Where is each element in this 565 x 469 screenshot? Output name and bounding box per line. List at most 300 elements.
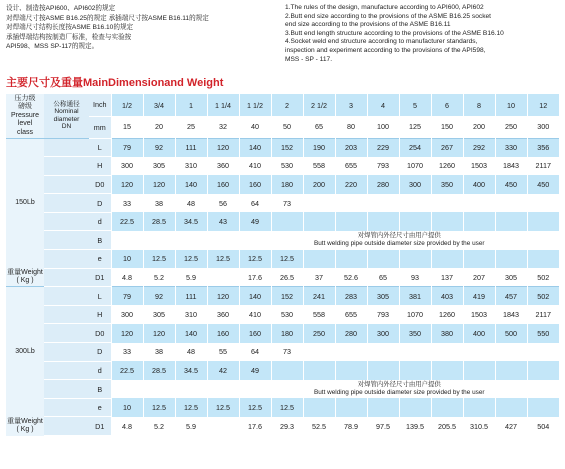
dim-d-value: 64 xyxy=(239,343,271,362)
mm-size-value: 100 xyxy=(367,116,399,138)
inch-size-value: 1 1/2 xyxy=(239,94,271,116)
dim-d-value xyxy=(399,343,431,362)
pressure-class-header: 压力级 磅级 Pressure level class xyxy=(6,94,44,138)
dim-d-value xyxy=(463,343,495,362)
dim-e-value xyxy=(367,398,399,417)
dim-d-value xyxy=(367,361,399,380)
dim-e-value: 12.5 xyxy=(271,398,303,417)
note-line: 承插焊端结构按制造厂标准，检查与实验按 xyxy=(6,33,132,41)
dim-d-value xyxy=(399,212,431,231)
dim-e-value xyxy=(527,398,559,417)
spacer-cell xyxy=(44,194,89,213)
note-line: 4.Socket weld end structure according to manufacturer standards, xyxy=(285,38,478,46)
inch-size-value: 1/2 xyxy=(111,94,143,116)
dim-d-value xyxy=(527,194,559,213)
dim-l-value: 229 xyxy=(367,138,399,157)
dim-h-value: 655 xyxy=(335,157,367,176)
dim-h-value: 310 xyxy=(175,157,207,176)
inch-size-value: 8 xyxy=(463,94,495,116)
weight-label: 重量Weight ( Kg ) xyxy=(6,417,44,436)
dim-l-value: 203 xyxy=(335,138,367,157)
spacer-cell xyxy=(44,380,89,399)
b-value xyxy=(143,380,175,399)
spacer-cell xyxy=(44,398,89,417)
dim-d0-value: 120 xyxy=(143,324,175,343)
spacer-cell xyxy=(44,324,89,343)
dim-d0-value: 250 xyxy=(303,324,335,343)
dim-l-value: 305 xyxy=(367,287,399,306)
dim-e-value xyxy=(399,250,431,269)
dim-e-value xyxy=(463,398,495,417)
dim-d0-value: 120 xyxy=(111,175,143,194)
dim-d1-value: 4.8 xyxy=(111,268,143,287)
dim-e-value xyxy=(431,250,463,269)
inch-size-value: 2 xyxy=(271,94,303,116)
dim-h-value: 1503 xyxy=(463,305,495,324)
mm-size-value: 50 xyxy=(271,116,303,138)
note-line: 对焊端尺寸按ASME B16.25的规定 承插端尺寸按ASME B16.11的规定 xyxy=(6,14,209,22)
dim-d1-value: 137 xyxy=(431,268,463,287)
dim-d1-value: 52.5 xyxy=(303,417,335,436)
dim-h-value: 310 xyxy=(175,305,207,324)
dim-e-value: 12.5 xyxy=(271,250,303,269)
dim-d-value xyxy=(463,212,495,231)
dim-l-value: 111 xyxy=(175,287,207,306)
dim-h-value: 1503 xyxy=(463,157,495,176)
dim-l-value: 419 xyxy=(463,287,495,306)
table-row xyxy=(6,324,559,343)
butt-weld-note: 对焊管内外径尺寸由用户提供 Butt welding pipe outside diameter size provided by the user xyxy=(239,380,559,399)
dim-d1-value: 427 xyxy=(495,417,527,436)
dim-h-value: 305 xyxy=(143,157,175,176)
dim-h-value: 410 xyxy=(239,157,271,176)
dim-d-value xyxy=(399,361,431,380)
dim-d1-value: 504 xyxy=(527,417,559,436)
dim-e-value: 12.5 xyxy=(143,250,175,269)
table-row xyxy=(6,380,559,399)
dim-l-value: 330 xyxy=(495,138,527,157)
dim-d0-value: 450 xyxy=(495,175,527,194)
dim-d-value xyxy=(303,361,335,380)
note-line: inspection and experiment according to the provisions of the API598, xyxy=(285,46,486,54)
mm-size-value: 32 xyxy=(207,116,239,138)
dim-d-value xyxy=(399,194,431,213)
dim-d-value xyxy=(527,361,559,380)
dim-d0-value: 120 xyxy=(111,324,143,343)
inch-size-value: 5 xyxy=(399,94,431,116)
dim-d1-value: 93 xyxy=(399,268,431,287)
inch-size-value: 3/4 xyxy=(143,94,175,116)
table-row xyxy=(6,268,559,287)
dim-l-value: 502 xyxy=(527,287,559,306)
dim-d-value xyxy=(495,343,527,362)
note-line: 1.The rules of the design, manufacture according to API600, API602 xyxy=(285,4,484,11)
dim-d1-value xyxy=(207,268,239,287)
dim-d-value: 22.5 xyxy=(111,361,143,380)
dim-e-value xyxy=(495,398,527,417)
spacer-cell xyxy=(44,343,89,362)
dim-d0-value: 200 xyxy=(303,175,335,194)
dim-d-value: 22.5 xyxy=(111,212,143,231)
spacer-cell xyxy=(44,250,89,269)
mm-size-value: 200 xyxy=(463,116,495,138)
dim-d-value xyxy=(495,212,527,231)
mm-label: mm xyxy=(89,116,111,138)
dim-d-value xyxy=(367,194,399,213)
dim-d1-value: 4.8 xyxy=(111,417,143,436)
inch-size-value: 4 xyxy=(367,94,399,116)
symbol-l: L xyxy=(89,287,111,306)
note-line: end size according to the provisions of the ASME B16.11 xyxy=(285,21,451,29)
dim-d-value: 42 xyxy=(207,361,239,380)
spacer-cell xyxy=(44,157,89,176)
dim-h-value: 360 xyxy=(207,305,239,324)
b-value xyxy=(143,231,175,250)
dim-d-value xyxy=(527,212,559,231)
dim-d1-value: 29.3 xyxy=(271,417,303,436)
table-row xyxy=(6,138,559,157)
inch-label: Inch xyxy=(89,94,111,116)
dim-h-value: 793 xyxy=(367,157,399,176)
nominal-diameter-header: 公称通径 Nominal diameter DN xyxy=(44,94,89,138)
dim-l-value: 120 xyxy=(207,287,239,306)
dim-d0-value: 400 xyxy=(463,324,495,343)
dim-d0-value: 550 xyxy=(527,324,559,343)
dim-e-value xyxy=(463,250,495,269)
dim-d-value: 43 xyxy=(207,212,239,231)
dim-e-value: 10 xyxy=(111,250,143,269)
dim-d0-value: 160 xyxy=(207,175,239,194)
table-row xyxy=(6,287,559,306)
table-row xyxy=(6,94,559,116)
dim-h-value: 300 xyxy=(111,157,143,176)
dim-l-value: 267 xyxy=(431,138,463,157)
mm-size-value: 125 xyxy=(399,116,431,138)
dim-e-value: 12.5 xyxy=(207,398,239,417)
dim-d-value xyxy=(431,212,463,231)
dim-d1-value: 52.6 xyxy=(335,268,367,287)
dim-h-value: 558 xyxy=(303,305,335,324)
dim-h-value: 305 xyxy=(143,305,175,324)
notes-chinese xyxy=(6,4,271,52)
dim-d-value: 34.5 xyxy=(175,212,207,231)
dim-d1-value: 78.9 xyxy=(335,417,367,436)
dim-d-value: 48 xyxy=(175,194,207,213)
dim-l-value: 254 xyxy=(399,138,431,157)
dim-e-value xyxy=(527,250,559,269)
b-value xyxy=(207,231,239,250)
mm-size-value: 25 xyxy=(175,116,207,138)
dim-l-value: 457 xyxy=(495,287,527,306)
dim-h-value: 1260 xyxy=(431,157,463,176)
weight-label: 重量Weight ( Kg ) xyxy=(6,268,44,287)
dim-d0-value: 450 xyxy=(527,175,559,194)
dim-d0-value: 160 xyxy=(207,324,239,343)
dim-l-value: 190 xyxy=(303,138,335,157)
dim-d1-value: 65 xyxy=(367,268,399,287)
symbol-d: d xyxy=(89,212,111,231)
dim-l-value: 111 xyxy=(175,138,207,157)
symbol-d1: D1 xyxy=(89,417,111,436)
dim-d1-value: 5.9 xyxy=(175,268,207,287)
dim-h-value: 410 xyxy=(239,305,271,324)
dim-d0-value: 400 xyxy=(463,175,495,194)
dim-d0-value: 140 xyxy=(175,175,207,194)
dim-d0-value: 180 xyxy=(271,175,303,194)
b-value xyxy=(111,380,143,399)
inch-size-value: 12 xyxy=(527,94,559,116)
dim-d-value xyxy=(271,361,303,380)
dim-d-value: 33 xyxy=(111,194,143,213)
mm-size-value: 40 xyxy=(239,116,271,138)
dim-h-value: 1843 xyxy=(495,157,527,176)
dim-d-value xyxy=(367,343,399,362)
dim-e-value: 12.5 xyxy=(239,398,271,417)
note-line: API598、MSS SP-117的规定。 xyxy=(6,43,99,51)
note-line: 设计、制造按API600、API602的规定 xyxy=(6,5,116,12)
pressure-class-300: 300Lb xyxy=(6,287,44,417)
dim-d0-value: 160 xyxy=(239,175,271,194)
dim-d0-value: 350 xyxy=(431,175,463,194)
dim-e-value xyxy=(303,250,335,269)
symbol-d0: D0 xyxy=(89,324,111,343)
notes-section xyxy=(6,4,559,70)
dim-e-value xyxy=(303,398,335,417)
dim-l-value: 241 xyxy=(303,287,335,306)
dim-d0-value: 300 xyxy=(399,175,431,194)
dim-d-value: 73 xyxy=(271,343,303,362)
spacer-cell xyxy=(44,305,89,324)
dim-d-value: 28.5 xyxy=(143,361,175,380)
dim-d1-value xyxy=(207,417,239,436)
dim-e-value: 12.5 xyxy=(175,398,207,417)
dim-l-value: 92 xyxy=(143,138,175,157)
spacer-cell xyxy=(44,287,89,306)
symbol-d: d xyxy=(89,361,111,380)
dim-d-value xyxy=(303,212,335,231)
table-row xyxy=(6,194,559,213)
notes-english xyxy=(285,4,565,64)
spacer-cell xyxy=(44,212,89,231)
dim-d0-value: 300 xyxy=(367,324,399,343)
symbol-b: B xyxy=(89,231,111,250)
dim-h-value: 530 xyxy=(271,157,303,176)
dim-d1-value: 5.2 xyxy=(143,268,175,287)
b-value xyxy=(175,231,207,250)
dim-d-value xyxy=(495,194,527,213)
dim-d-value xyxy=(495,361,527,380)
mm-size-value: 150 xyxy=(431,116,463,138)
dim-d0-value: 120 xyxy=(143,175,175,194)
dim-d1-value: 205.5 xyxy=(431,417,463,436)
spacer-cell xyxy=(44,175,89,194)
dim-l-value: 381 xyxy=(399,287,431,306)
dim-h-value: 300 xyxy=(111,305,143,324)
note-line: 3.Butt end length structure according to the provisions of the ASME B16.10 xyxy=(285,29,504,37)
dim-d-value xyxy=(335,212,367,231)
dim-e-value: 12.5 xyxy=(143,398,175,417)
dim-d1-value: 139.5 xyxy=(399,417,431,436)
dim-e-value xyxy=(367,250,399,269)
dim-h-value: 1843 xyxy=(495,305,527,324)
dim-d-value: 33 xyxy=(111,343,143,362)
dim-e-value xyxy=(431,398,463,417)
table-row xyxy=(6,157,559,176)
dim-l-value: 152 xyxy=(271,138,303,157)
symbol-e: e xyxy=(89,250,111,269)
dim-d-value xyxy=(431,194,463,213)
mm-size-value: 65 xyxy=(303,116,335,138)
table-row xyxy=(6,212,559,231)
dim-d-value: 56 xyxy=(207,194,239,213)
table-row xyxy=(6,305,559,324)
mm-size-value: 80 xyxy=(335,116,367,138)
dim-d-value: 48 xyxy=(175,343,207,362)
dim-l-value: 292 xyxy=(463,138,495,157)
dim-d1-value: 502 xyxy=(527,268,559,287)
table-row xyxy=(6,343,559,362)
spacer-cell xyxy=(44,138,89,157)
dim-e-value xyxy=(399,398,431,417)
dim-l-value: 283 xyxy=(335,287,367,306)
spacer-cell xyxy=(44,417,89,436)
dim-d-value: 49 xyxy=(239,361,271,380)
dim-l-value: 140 xyxy=(239,287,271,306)
dim-d-value xyxy=(335,361,367,380)
inch-size-value: 1 1/4 xyxy=(207,94,239,116)
dim-d0-value: 500 xyxy=(495,324,527,343)
note-line: 对焊端尺寸结构长度按ASME B16.10的规定 xyxy=(6,24,134,32)
pressure-class-150: 150Lb xyxy=(6,138,44,268)
b-value xyxy=(111,231,143,250)
spacer-cell xyxy=(44,268,89,287)
dim-l-value: 79 xyxy=(111,138,143,157)
symbol-d: D xyxy=(89,343,111,362)
mm-size-value: 250 xyxy=(495,116,527,138)
dim-d-value: 34.5 xyxy=(175,361,207,380)
dim-d0-value: 350 xyxy=(399,324,431,343)
b-value xyxy=(207,380,239,399)
dim-e-value xyxy=(335,398,367,417)
dim-h-value: 2117 xyxy=(527,305,559,324)
dim-l-value: 79 xyxy=(111,287,143,306)
butt-weld-note: 对焊管内外径尺寸由用户提供 Butt welding pipe outside diameter size provided by the user xyxy=(239,231,559,250)
dim-d-value xyxy=(335,343,367,362)
inch-size-value: 2 1/2 xyxy=(303,94,335,116)
dim-d-value: 55 xyxy=(207,343,239,362)
dim-d0-value: 180 xyxy=(271,324,303,343)
dim-d-value: 64 xyxy=(239,194,271,213)
dim-d0-value: 160 xyxy=(239,324,271,343)
dim-d1-value: 310.5 xyxy=(463,417,495,436)
mm-size-value: 20 xyxy=(143,116,175,138)
symbol-h: H xyxy=(89,305,111,324)
dim-d-value: 73 xyxy=(271,194,303,213)
dim-l-value: 92 xyxy=(143,287,175,306)
dim-l-value: 403 xyxy=(431,287,463,306)
dimension-table xyxy=(6,94,559,436)
dim-d1-value: 26.5 xyxy=(271,268,303,287)
symbol-d: D xyxy=(89,194,111,213)
dim-d0-value: 220 xyxy=(335,175,367,194)
dim-d-value: 49 xyxy=(239,212,271,231)
symbol-d1: D1 xyxy=(89,268,111,287)
dim-e-value: 12.5 xyxy=(239,250,271,269)
dim-d-value xyxy=(303,194,335,213)
table-row xyxy=(6,231,559,250)
dim-h-value: 530 xyxy=(271,305,303,324)
dim-d1-value: 207 xyxy=(463,268,495,287)
dim-e-value: 10 xyxy=(111,398,143,417)
table-row xyxy=(6,175,559,194)
dim-e-value xyxy=(335,250,367,269)
dim-d1-value: 5.2 xyxy=(143,417,175,436)
dim-d0-value: 140 xyxy=(175,324,207,343)
dim-l-value: 356 xyxy=(527,138,559,157)
mm-size-value: 15 xyxy=(111,116,143,138)
dim-d-value: 28.5 xyxy=(143,212,175,231)
dim-h-value: 793 xyxy=(367,305,399,324)
spacer-cell xyxy=(44,361,89,380)
dim-d0-value: 280 xyxy=(367,175,399,194)
dim-e-value xyxy=(495,250,527,269)
symbol-h: H xyxy=(89,157,111,176)
table-row xyxy=(6,361,559,380)
dim-h-value: 1260 xyxy=(431,305,463,324)
table-row xyxy=(6,417,559,436)
dim-e-value: 12.5 xyxy=(207,250,239,269)
note-line: MSS - SP - 117. xyxy=(285,55,333,63)
dim-d1-value: 305 xyxy=(495,268,527,287)
dim-d0-value: 280 xyxy=(335,324,367,343)
dim-d1-value: 17.6 xyxy=(239,417,271,436)
symbol-b: B xyxy=(89,380,111,399)
dim-h-value: 655 xyxy=(335,305,367,324)
section-heading: 主要尺寸及重量MainDimensionand Weight xyxy=(6,77,224,89)
dim-d-value xyxy=(463,194,495,213)
dim-d-value xyxy=(367,212,399,231)
dim-d1-value: 17.6 xyxy=(239,268,271,287)
dim-h-value: 2117 xyxy=(527,157,559,176)
dim-d1-value: 97.5 xyxy=(367,417,399,436)
dim-l-value: 140 xyxy=(239,138,271,157)
dim-d-value xyxy=(527,343,559,362)
inch-size-value: 6 xyxy=(431,94,463,116)
inch-size-value: 1 xyxy=(175,94,207,116)
symbol-l: L xyxy=(89,138,111,157)
b-value xyxy=(175,380,207,399)
dim-d-value xyxy=(431,343,463,362)
symbol-e: e xyxy=(89,398,111,417)
dim-l-value: 152 xyxy=(271,287,303,306)
table-row xyxy=(6,398,559,417)
note-line: 2.Butt end size according to the provisions of the ASME B16.25 socket xyxy=(285,12,491,20)
dim-d-value xyxy=(463,361,495,380)
dim-h-value: 558 xyxy=(303,157,335,176)
dim-d-value: 38 xyxy=(143,194,175,213)
dim-d-value xyxy=(303,343,335,362)
dim-h-value: 1070 xyxy=(399,305,431,324)
dim-h-value: 360 xyxy=(207,157,239,176)
inch-size-value: 3 xyxy=(335,94,367,116)
dim-d-value xyxy=(335,194,367,213)
inch-size-value: 10 xyxy=(495,94,527,116)
dim-l-value: 120 xyxy=(207,138,239,157)
spacer-cell xyxy=(44,231,89,250)
dim-h-value: 1070 xyxy=(399,157,431,176)
dim-d-value xyxy=(271,212,303,231)
dim-d0-value: 380 xyxy=(431,324,463,343)
